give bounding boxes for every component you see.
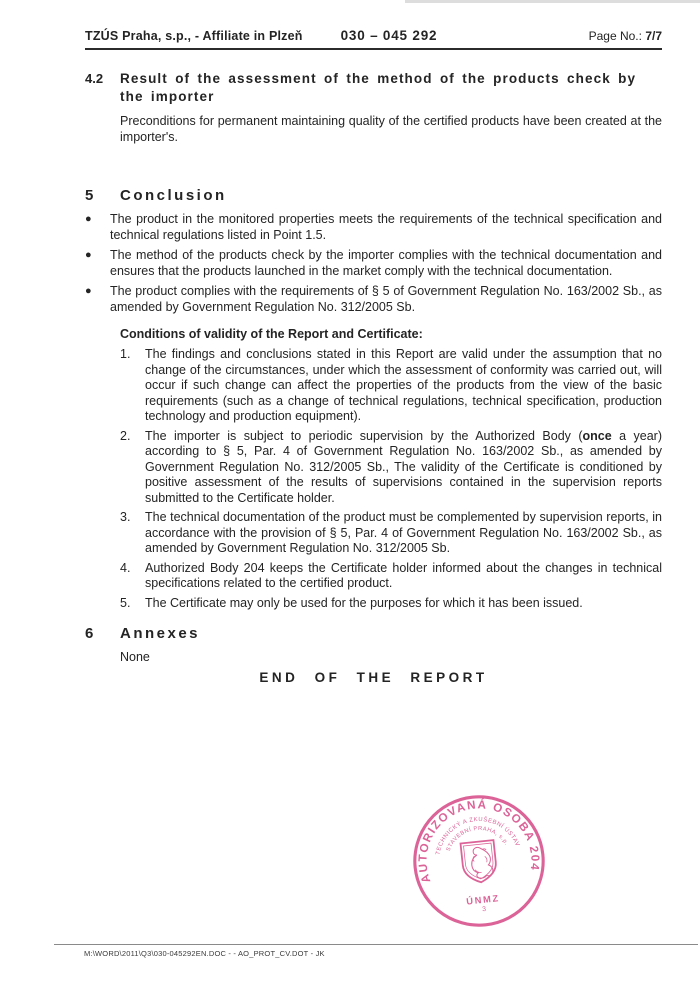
condition-number-3: 3. <box>120 510 131 524</box>
section-4-2-body: Preconditions for permanent maintaining quality of the certified products have been created at the importer's. <box>120 114 662 144</box>
section-5-number: 5 <box>85 187 94 204</box>
list-item <box>120 347 662 425</box>
section-4-2-title: Result of the assessment of the method of the products check by the importer <box>120 71 637 104</box>
conclusion-bullet-list <box>85 212 662 315</box>
conclusion-bullet-1: The product in the monitored properties meets the requirements of the technical specification and technical regulations listed in Point 1.5. <box>110 212 662 242</box>
condition-2-pre: The importer is subject to periodic supervision by the Authorized Body ( <box>145 428 583 443</box>
page-header <box>85 28 662 50</box>
section-6-heading <box>85 625 662 642</box>
condition-2-post: a year) according to § 5, Par. 4 of Government Regulation No. 163/2002 Sb., as amended by Government Regulation No. 312/2005 Sb., The validity of the Certificate is conditioned by positive assessment of the results of supervisions contained in the supervision reports submitted to the Certificate holder. <box>145 428 662 505</box>
section-4-2-heading <box>85 70 662 106</box>
list-item <box>85 248 662 279</box>
annexes-body: None <box>120 650 150 664</box>
list-item <box>85 284 662 315</box>
header-report-code: 030 – 045 292 <box>340 28 438 43</box>
conditions-list <box>120 347 662 611</box>
page-number-label: Page No.: <box>588 29 642 43</box>
bullet-icon: ● <box>85 285 92 297</box>
conditions-title: Conditions of validity of the Report and Certificate: <box>120 327 423 341</box>
bullet-icon: ● <box>85 249 92 261</box>
stamp-seal-icon <box>403 785 555 937</box>
header-page-number <box>589 29 662 43</box>
condition-number-5: 5. <box>120 595 131 610</box>
conclusion-bullet-3: The product complies with the requirements of § 5 of Government Regulation No. 163/2002 Sb., as amended by Government Regulation No. 312/2005 Sb. <box>110 284 662 314</box>
condition-number-4: 4. <box>120 560 131 575</box>
bullet-icon: ● <box>85 213 92 225</box>
section-5-heading <box>85 187 662 204</box>
section-5-title: Conclusion <box>120 187 227 204</box>
condition-number-2: 2. <box>120 428 131 443</box>
list-item <box>120 510 662 557</box>
page-number-value: 7/7 <box>645 29 662 43</box>
section-6-title: Annexes <box>120 625 201 642</box>
list-item <box>120 429 662 507</box>
section-6-number: 6 <box>85 625 94 642</box>
header-company: TZÚS Praha, s.p., - Affiliate in Plzeň <box>85 29 303 43</box>
footer-file-path: M:\WORD\2011\Q3\030-045292EN.DOC - - AO_PROT_CV.DOT - JK <box>84 949 325 958</box>
condition-2-emphasis: once <box>582 428 612 443</box>
condition-text-1: The findings and conclusions stated in this Report are valid under the assumption that no change of the circumstances, under which the assessment of conformity was carried out, will occur if such change can affect the properties of the products from the view of the basic requirements (such as a change of technical regulations, technical specification, production technology and production equipment). <box>145 347 662 423</box>
condition-text-5: The Certificate may only be used for the purposes for which it has been issued. <box>145 595 583 610</box>
coat-of-arms-icon <box>461 840 498 884</box>
list-item <box>120 596 662 612</box>
stamp-outer-ring <box>408 790 549 931</box>
end-of-report-line: END OF THE REPORT <box>259 670 488 685</box>
list-item <box>120 561 662 592</box>
footer-divider <box>54 944 698 945</box>
stamp-unmz-text: ÚNMZ <box>465 893 501 907</box>
conditions-block <box>120 327 662 611</box>
page-content <box>85 0 662 685</box>
section-4-2-number: 4.2 <box>85 71 104 86</box>
condition-text-3: The technical documentation of the product must be complemented by supervision reports, in accordance with the provision of § 5, Par. 4 of Government Regulation No. 163/2002 Sb., as amended by Government Regulation No. 312/2005 Sb. <box>145 510 662 555</box>
condition-text-2 <box>145 429 662 507</box>
authorized-body-stamp <box>403 785 555 937</box>
conclusion-bullet-2: The method of the products check by the importer complies with the technical documentation and ensures that the products launched in the market comply with the technical documentation. <box>110 248 662 278</box>
stamp-outer-text: AUTORIZOVANÁ OSOBA 204 <box>416 798 542 885</box>
list-item <box>85 212 662 243</box>
stamp-number: 3 <box>481 905 487 914</box>
stamp-inner-text-1: TECHNICKÝ A ZKUŠEBNÍ ÚSTAV <box>435 816 521 856</box>
condition-text-4: Authorized Body 204 keeps the Certificate holder informed about the changes in technical specifications related to the certified product. <box>145 560 662 590</box>
stamp-inner-text-2: STAVEBNÍ PRAHA, s.p. <box>445 825 510 853</box>
condition-number-1: 1. <box>120 347 131 361</box>
